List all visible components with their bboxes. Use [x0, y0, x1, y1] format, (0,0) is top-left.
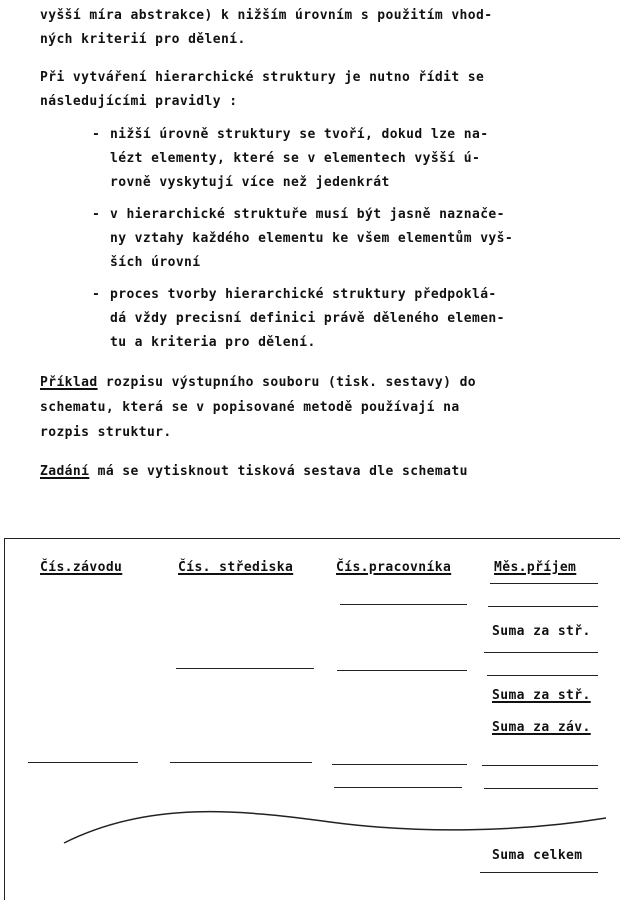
rule-3-bullet: - — [92, 287, 101, 302]
header-plant-number: Čís.závodu — [40, 560, 123, 575]
rule-1-line-3: rovně vyskytují více než jedenkrát — [110, 175, 390, 190]
sum-total: Suma celkem — [492, 848, 583, 863]
header-worker-number: Čís.pracovníka — [336, 560, 452, 575]
rule-1-line-1: nižší úrovně struktury se tvoří, dokud lze na- — [110, 127, 489, 142]
assignment-rest: má se vytisknout tisková sestava dle schematu — [89, 464, 468, 479]
sum-plant: Suma za záv. — [492, 720, 591, 735]
rule-3-line-1: proces tvorby hierarchické struktury předpoklá- — [110, 287, 497, 302]
rule-3-line-3: tu a kriteria pro dělení. — [110, 335, 316, 350]
example-line-3: rozpis struktur. — [40, 425, 172, 440]
rule-2-line-1: v hierarchické struktuře musí být jasně naznače- — [110, 207, 505, 222]
rules-intro-line-2: následujícími pravidly : — [40, 94, 238, 109]
header-center-number: Čís. střediska — [178, 560, 294, 575]
rule-3-line-2: dá vždy precisní definici právě děleného elemen- — [110, 311, 505, 326]
example-keyword: Příklad — [40, 375, 98, 390]
rule-1-line-2: lézt elementy, které se v elementech vyšší ú- — [110, 151, 481, 166]
rule-1-bullet: - — [92, 127, 101, 142]
rule-2-line-3: ších úrovní — [110, 255, 201, 270]
sum-center-2: Suma za stř. — [492, 688, 591, 703]
sum-total-line — [480, 872, 598, 873]
assignment-keyword: Zadání — [40, 464, 90, 479]
example-line-2: schematu, která se v popisované metodě používají na — [40, 400, 460, 415]
rules-intro-line-1: Při vytváření hierarchické struktury je nutno řídit se — [40, 70, 485, 85]
intro-line-2: ných kriterií pro dělení. — [40, 32, 246, 47]
intro-line-1: vyšší míra abstrakce) k nižším úrovním s použitím vhod- — [40, 8, 493, 23]
rule-2-bullet: - — [92, 207, 101, 222]
example-line-1-rest: rozpisu výstupního souboru (tisk. sestavy) do — [97, 375, 477, 390]
header-monthly-income: Měs.příjem — [494, 560, 577, 575]
sum-center-1: Suma za stř. — [492, 624, 591, 639]
rule-2-line-2: ny vztahy každého elementu ke všem elementům vyš- — [110, 231, 514, 246]
